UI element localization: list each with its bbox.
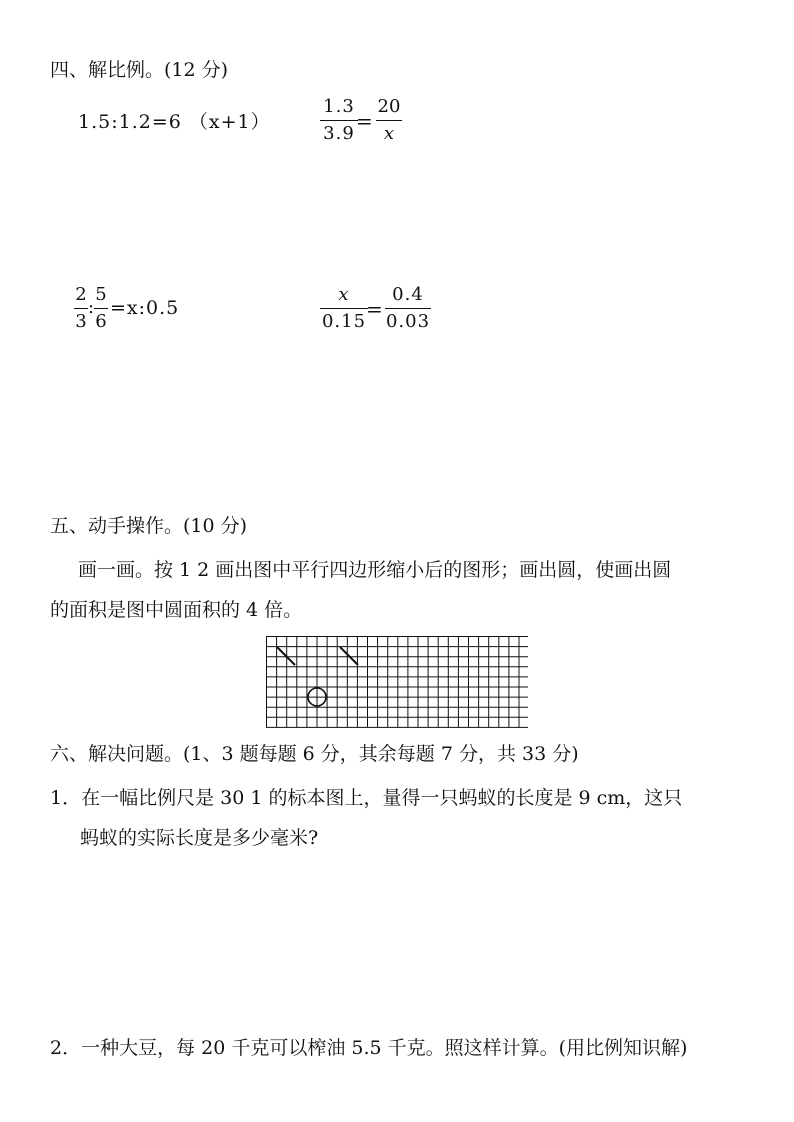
instruction-line-1: 画一画。按 1 2 画出图中平行四边形缩小后的图形；画出圆，使画出圆 [78,559,672,581]
equals-sign: = [356,109,373,133]
section-4-heading: 四、解比例。(12 分) [50,59,229,81]
parallelogram-left-side [277,647,295,665]
equation-1: 1.5:1.2=6 （x+1） [78,111,271,133]
question-2-line-1: 2．一种大豆，每 20 千克可以榨油 5.5 千克。照这样计算。(用比例知识解) [50,1037,688,1059]
equation-3-rest: =x:0.5 [110,297,180,319]
fraction-a: 2 3 [75,284,87,332]
fraction-left-4: x 0.15 [321,284,367,332]
fraction-right: 20 x [377,96,401,144]
grid-lines [266,636,528,727]
fraction-right-4: 0.4 0.03 [385,284,431,332]
section-6-heading: 六、解决问题。(1、3 题每题 6 分，其余每题 7 分，共 33 分) [50,743,579,765]
fraction-b: 5 6 [95,284,107,332]
fraction-left: 1.3 3.9 [320,96,358,145]
instruction-line-2: 的面积是图中圆面积的 4 倍。 [50,599,303,621]
equals-sign-4: = [366,297,383,321]
question-1-line-1: 1．在一幅比例尺是 30 1 的标本图上，量得一只蚂蚁的长度是 9 cm，这只 [50,787,683,809]
grid-figure [266,636,528,729]
parallelogram-right-side [340,647,358,665]
colon: : [88,297,95,318]
section-5-heading: 五、动手操作。(10 分) [50,515,248,537]
question-1-line-2: 蚂蚁的实际长度是多少毫米? [80,827,319,849]
